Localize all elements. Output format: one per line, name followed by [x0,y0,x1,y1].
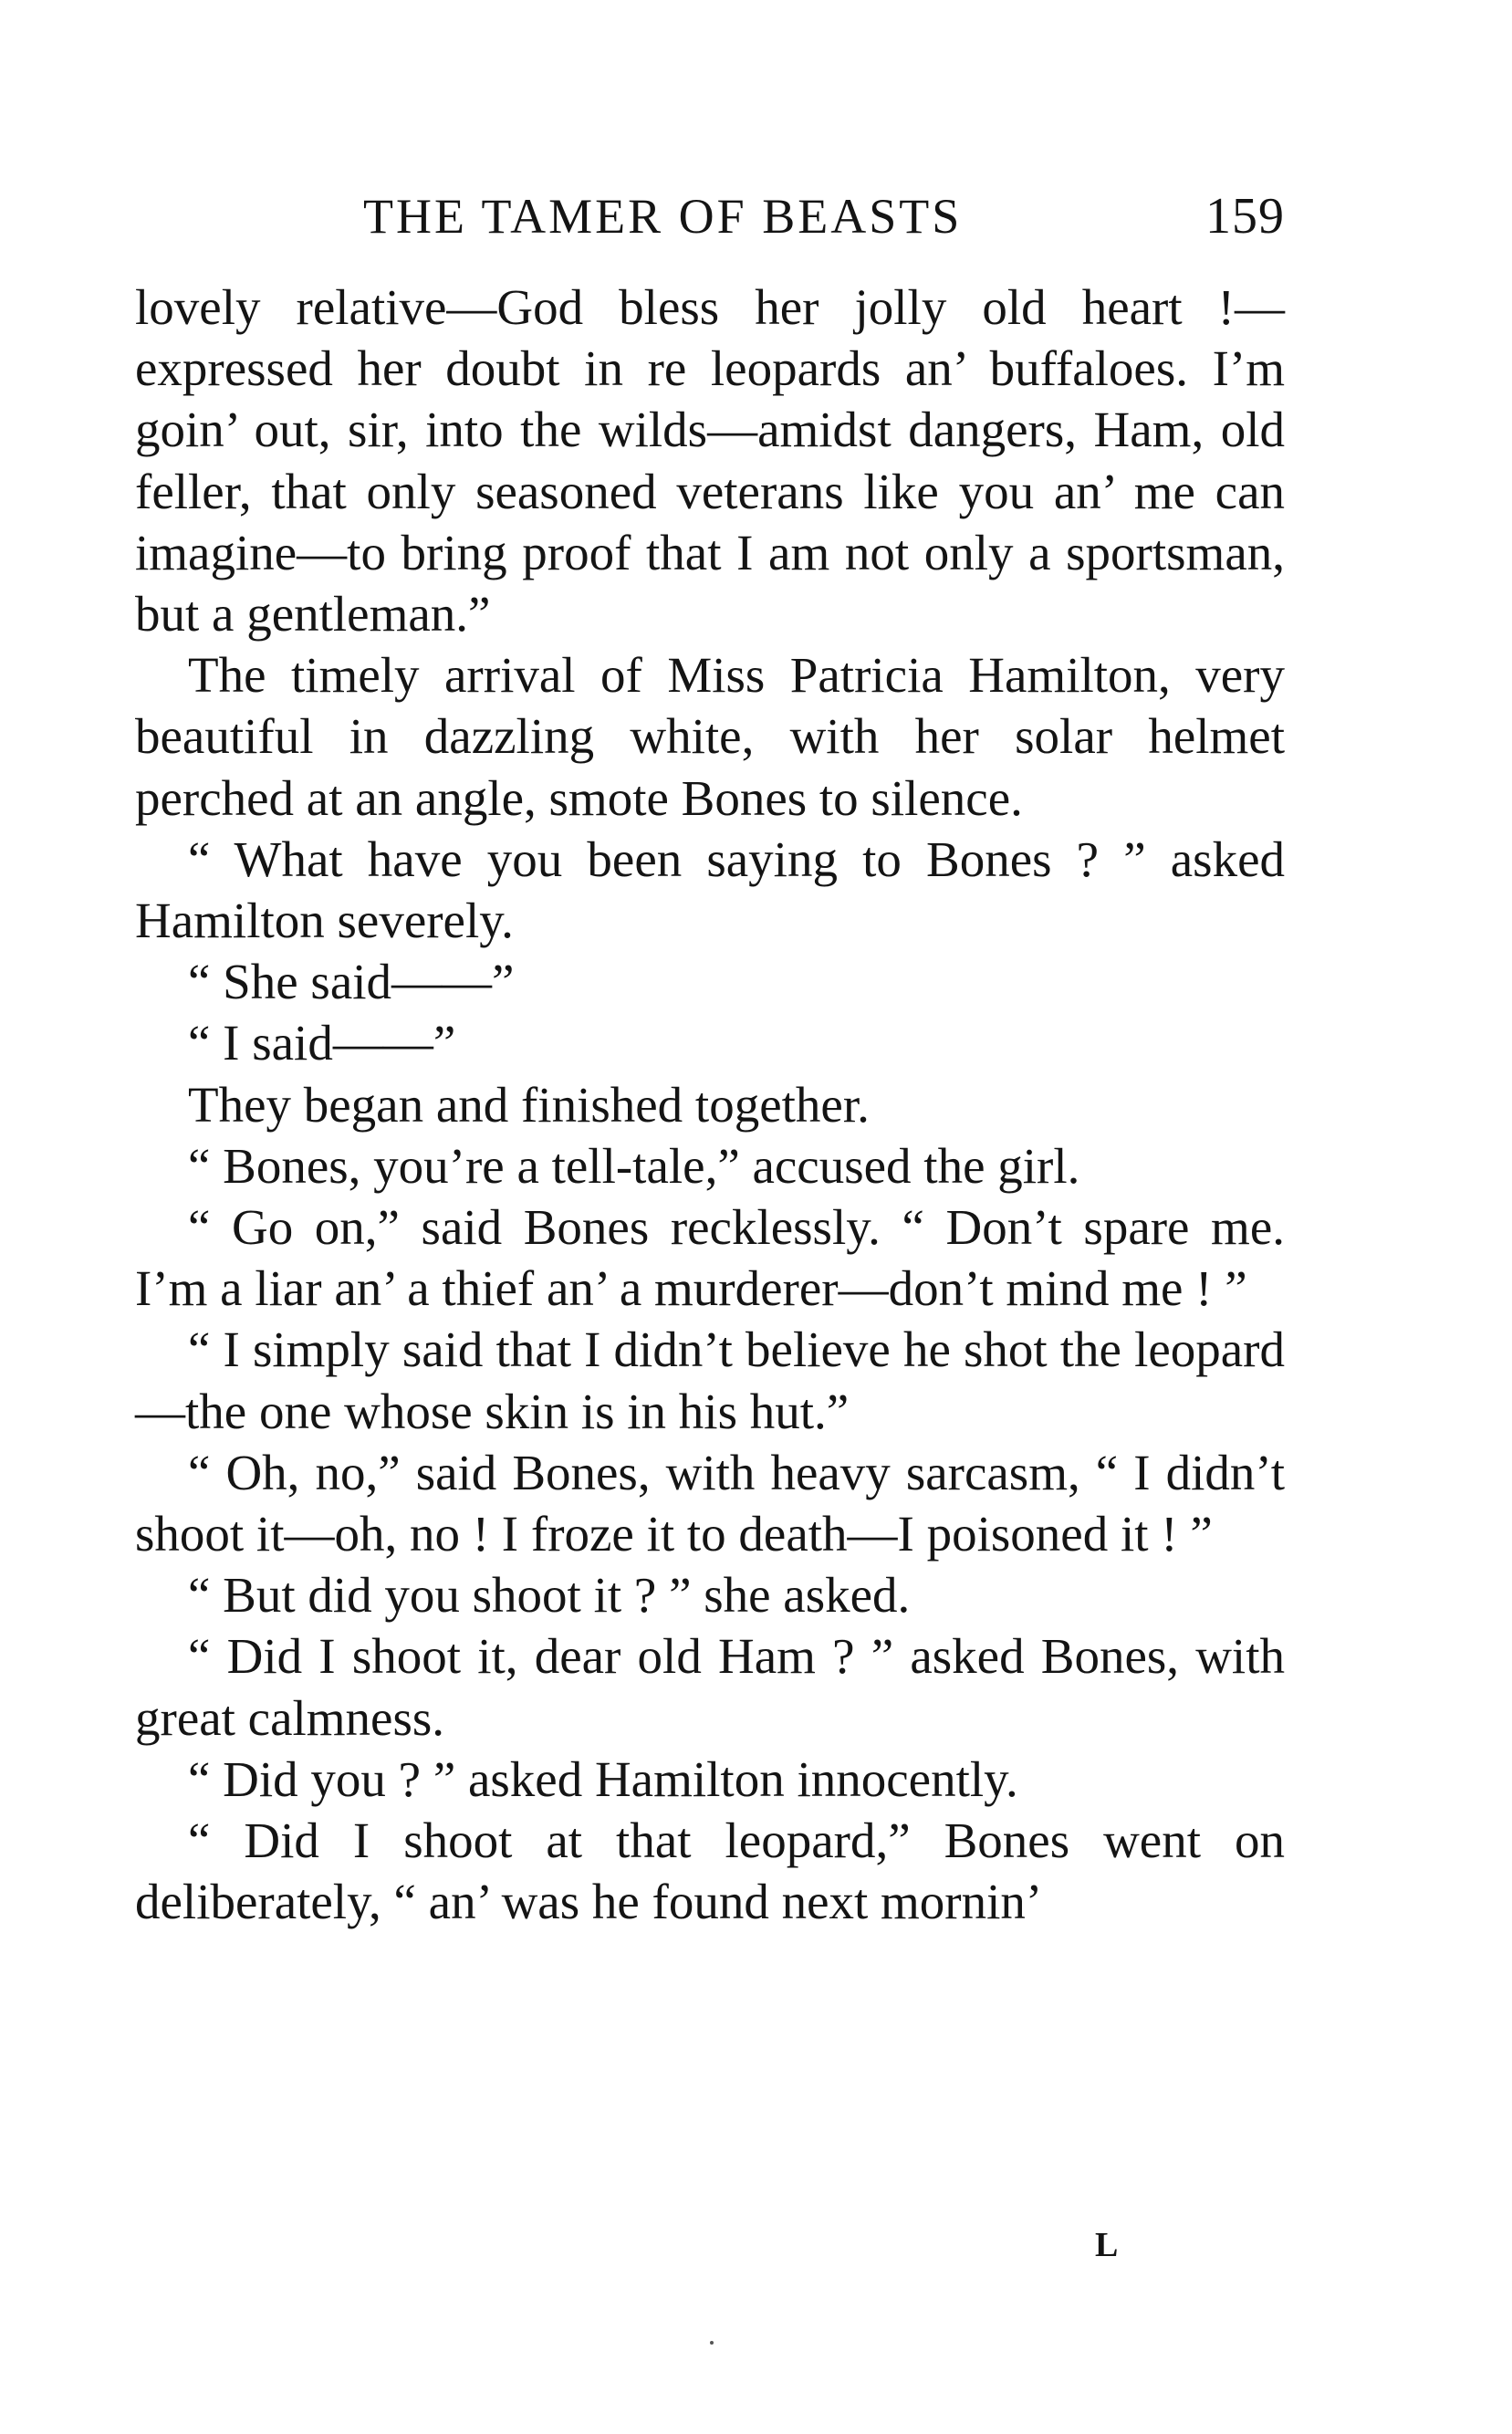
paragraph: “ Did you ? ” asked Hamilton innocently. [188,1750,1018,1807]
signature-mark: L [1095,2226,1119,2264]
book-page [135,187,1285,1932]
paragraph: They began and finished together. [188,1076,870,1133]
paragraph: “ Did I shoot at that leopard,” Bones went on deliberately, “ an’ was he found next mornin’ [135,1812,1285,1930]
running-head [135,187,1285,256]
paragraph: “ Oh, no,” said Bones, with heavy sarcasm, “ I didn’t shoot it—oh, no ! I froze it to death—I poisoned it ! ” [135,1444,1285,1562]
paragraph: The timely arrival of Miss Patricia Hamilton, very beautiful in dazzling white, with her solar helmet perched at an angle, smote Bones to silence. [135,647,1285,826]
paragraph: “ She said——” [188,954,515,1010]
paragraph: “ I said——” [188,1015,456,1071]
paragraph: “ What have you been saying to Bones ? ” asked Hamilton severely. [135,830,1285,949]
paragraph: “ Go on,” said Bones recklessly. “ Don’t spare me. I’m a liar an’ a thief an’ a murderer—don’t mind me ! ” [135,1199,1285,1317]
paragraph: “ Did I shoot it, dear old Ham ? ” asked Bones, with great calmness. [135,1628,1285,1746]
paragraph: “ But did you shoot it ? ” she asked. [188,1567,911,1624]
stray-dot [710,2341,714,2345]
running-title: THE TAMER OF BEASTS [363,189,963,244]
page-number: 159 [1205,188,1285,245]
paragraph: lovely relative—God bless her jolly old heart !—expressed her doubt in re leopards an’ buffaloes. I’m goin’ out, sir, into the wilds—amidst dangers, Ham, old feller, that only seasoned veterans like you an’ me can imagine—to bring proof that I am not only a sportsman, but a gentleman.” [135,279,1285,642]
paragraph: “ I simply said that I didn’t believe he shot the leopard—the one whose skin is in his hut.” [135,1321,1285,1439]
body-text [135,277,1285,1932]
paragraph: “ Bones, you’re a tell-tale,” accused the girl. [188,1137,1080,1194]
